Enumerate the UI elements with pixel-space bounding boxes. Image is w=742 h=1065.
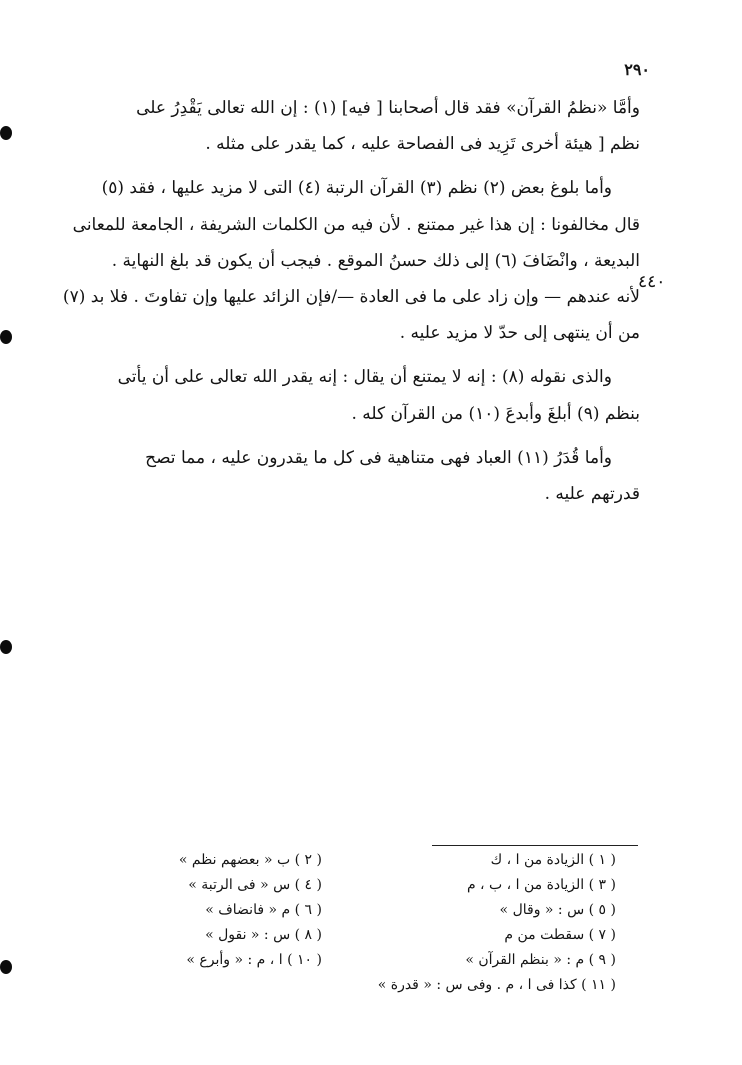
footnote: ( ٥ ) س : « وقال » <box>499 902 616 918</box>
footnotes-odd <box>356 848 616 998</box>
footnote-divider <box>432 845 638 846</box>
binding-hole <box>0 330 12 344</box>
text-line: وأما قُدَرُ (١١) العباد فهى متناهية فى كل ما يقدرون عليه ، مما تصح <box>145 447 612 468</box>
text-line: قال مخالفونا : إن هذا غير ممتنع . لأن فيه من الكلمات الشريفة ، الجامعة للمعانى <box>72 214 640 235</box>
margin-line-number: ٤٤٠ <box>638 272 666 292</box>
text-line: لأنه عندهم — وإن زاد على ما فى العادة —/فإن الزائد عليها وإن تفاوتَ . فلا بد (٧) <box>62 286 640 307</box>
binding-hole <box>0 960 12 974</box>
text-line: نظم [ هيئة أخرى تَزِيد فى الفصاحة عليه ، كما يقدر على مثله . <box>205 134 640 155</box>
page-number: ٢٩٠ <box>624 60 650 79</box>
text-line: قدرتهم عليه . <box>544 483 640 504</box>
text-line: وأمَّا «نظمُ القرآن» فقد قال أصحابنا [ فيه] (١) : إن الله تعالى يَقْدِرُ على <box>136 98 640 118</box>
footnote: ( ١٠ ) ا ، م : « وأبرع » <box>186 952 322 968</box>
footnote: ( ٨ ) س : « نقول » <box>205 927 322 943</box>
footnotes-even <box>122 848 322 973</box>
footnote: ( ٢ ) ب « بعضهم نظم » <box>178 852 322 868</box>
text-line: بنظم (٩) أبلغَ وأبدعَ (١٠) من القرآن كله . <box>351 403 640 424</box>
footnote: ( ٩ ) م : « بنظم القرآن » <box>465 952 616 968</box>
paragraph-gap <box>92 432 640 440</box>
footnote: ( ٧ ) سقطت من م <box>504 927 616 943</box>
text-line: والذى نقوله (٨) : إنه لا يمتنع أن يقال : إنه يقدر الله تعالى على أن يأتى <box>117 367 612 388</box>
binding-hole <box>0 640 12 654</box>
footnote: ( ٣ ) الزيادة من ا ، ب ، م <box>466 877 616 893</box>
footnote: ( ٦ ) م « فانضاف » <box>205 902 322 918</box>
paragraph-gap <box>92 351 640 359</box>
text-line: وأما بلوغ بعض (٢) نظم (٣) القرآن الرتبة (٤) التى لا مزيد عليها ، فقد (٥) <box>101 178 612 199</box>
footnote: ( ١١ ) كذا فى ا ، م . وفى س : « قدرة » <box>377 977 616 993</box>
footnote: ( ٤ ) س « فى الرتبة » <box>188 877 322 893</box>
text-line: البديعة ، وانْضَافَ (٦) إلى ذلك حسنُ الموقع . فيجب أن يكون قد بلغ النهاية . <box>111 250 640 271</box>
paragraph-gap <box>92 162 640 170</box>
main-text <box>62 90 640 512</box>
text-line: من أن ينتهى إلى حدّ لا مزيد عليه . <box>399 323 640 344</box>
footnote: ( ١ ) الزيادة من ا ، ك <box>490 852 616 868</box>
binding-hole <box>0 126 12 140</box>
